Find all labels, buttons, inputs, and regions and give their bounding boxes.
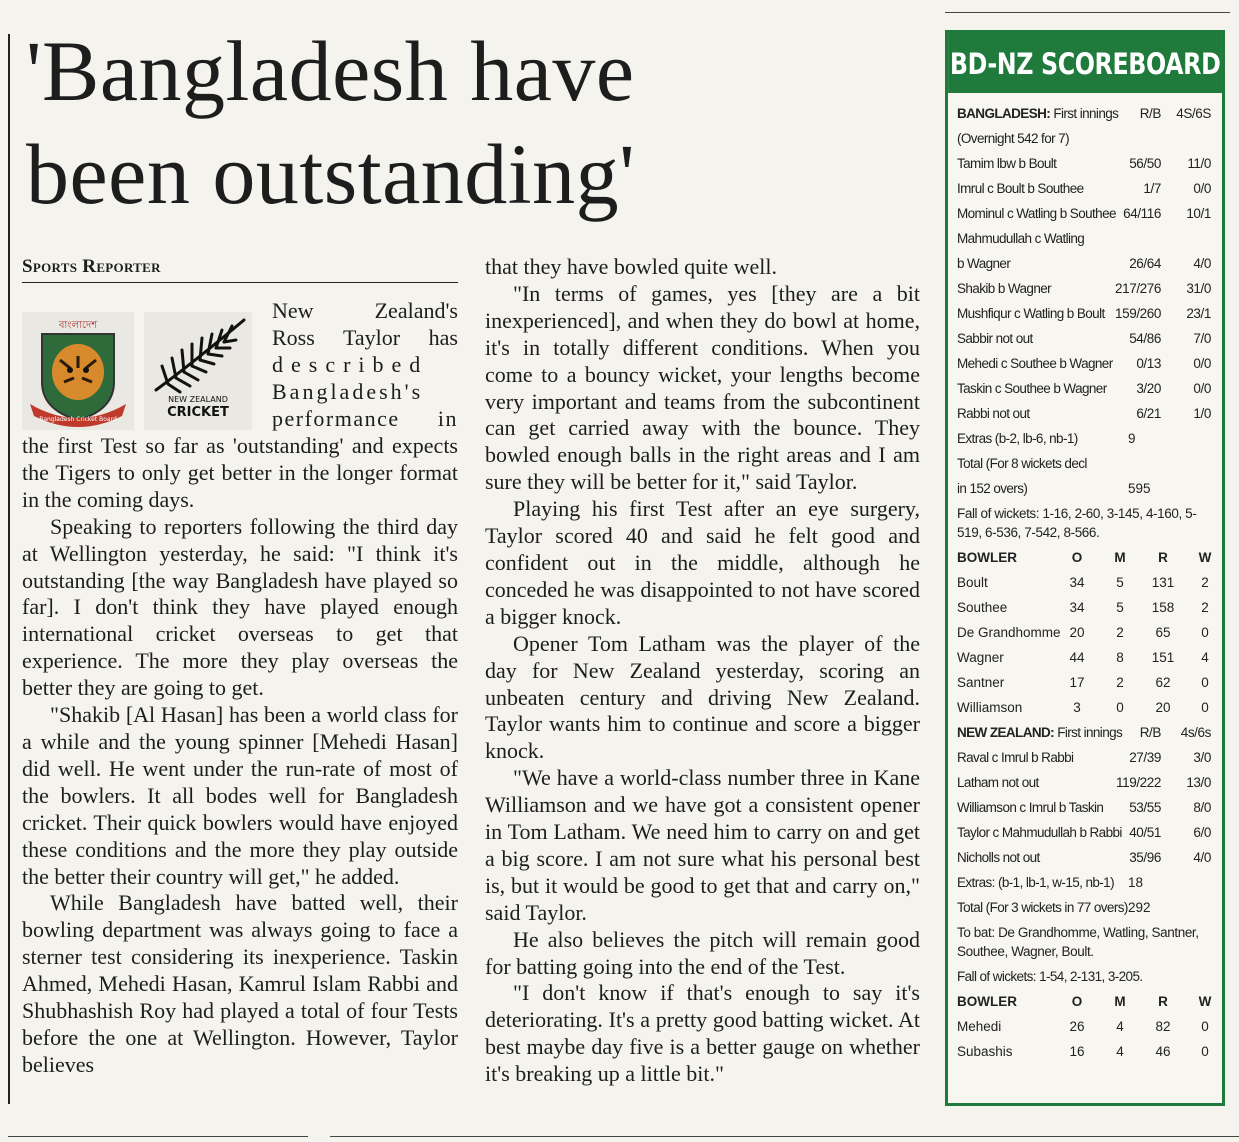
headline (26, 20, 926, 226)
left-column-rule (8, 34, 10, 1104)
total-row: Total (For 8 wickets decl (957, 456, 1087, 471)
bowling-row: Southee 34 5 158 2 (957, 600, 1209, 615)
paragraph: "We have a world-class number three in Kane Williamson and we have got a consistent opener in Tom Latham. We need him to carry on and get a big score. I am not sure what his personal best is, but it would be good to get that and carry on," said Taylor. (485, 765, 920, 925)
paragraph: Opener Tom Latham was the player of the day for New Zealand yesterday, scoring an unbeaten century and driving New Zealand. Taylor wants him to continue and score a bigger knock. (485, 630, 920, 764)
batting-row: Latham not out 119/222 13/0 (957, 775, 1211, 790)
intro-line: New Zealand's (272, 298, 458, 323)
bowler-header: BOWLER O M R W (957, 550, 1212, 565)
scoreboard (945, 30, 1225, 1106)
bowling-row: Santner 17 2 62 0 (957, 675, 1209, 690)
headline-line-1: 'Bangladesh have (26, 23, 635, 119)
paragraph: "In terms of games, yes [they are a bit inexperienced], and when they do bowl at home, it's in totally different conditions. When you come to a bouncy wicket, your lengths become very important and teams from the subcontinent can get carried away with the bounce. They bowled enough balls in the right areas and I am sure they will be better for it," said Taylor. (485, 280, 920, 495)
intro-text (272, 298, 458, 433)
bottom-rule-left (8, 1136, 308, 1137)
scoreboard-title: BD-NZ SCOREBOARD (948, 33, 1222, 93)
batting-row: Mehedi c Southee b Wagner 0/13 0/0 (957, 356, 1211, 371)
bottom-rule-right (330, 1136, 1239, 1137)
to-bat: To bat: De Grandhomme, Watling, Santner, Southee, Wagner, Boult. (957, 925, 1199, 959)
batting-row: Taylor c Mahmudullah b Rabbi 40/51 6/0 (957, 825, 1211, 840)
batting-row: Imrul c Boult b Southee 1/7 0/0 (957, 181, 1211, 196)
svg-text:বাংলাদেশ: বাংলাদেশ (58, 320, 98, 331)
paragraph: the first Test so far as 'outstanding' and expects the Tigers to only get better in the longer format in the coming days. (22, 433, 458, 512)
extras-row: Extras: (b-1, lb-1, w-15, nb-1) 18 (957, 875, 1144, 890)
rb-label: R/B (1139, 106, 1161, 121)
paragraph: While Bangladesh have batted well, their bowling department was always going to face a sterner test considering its inexperience. Taskin Ahmed, Mehedi Hasan, Kamrul Islam Rabbi and Shubhashish Roy had played a total of four Tests before the one at Wellington. However, Taylor believes (22, 890, 458, 1077)
bowling-row: Williamson 3 0 20 0 (957, 700, 1209, 715)
new-zealand-cricket-logo (144, 312, 252, 430)
batting-row: Tamim lbw b Boult 56/50 11/0 (957, 156, 1211, 171)
article-column-1 (22, 433, 458, 1079)
intro-line: described (272, 351, 429, 377)
svg-text:NEW ZEALAND: NEW ZEALAND (168, 395, 228, 404)
nz-innings-header (957, 720, 1213, 745)
byline (22, 256, 458, 283)
bowling-row: De Grandhomme 20 2 65 0 (957, 625, 1209, 640)
batting-row: Williamson c Imrul b Taskin 53/55 8/0 (957, 800, 1211, 815)
nz-fall-of-wickets: Fall of wickets: 1-54, 2-131, 3-205. (957, 969, 1143, 984)
intro-line: Bangladesh's (272, 378, 424, 404)
batting-row: Mominul c Watling b Southee 64/116 10/1 (957, 206, 1211, 221)
fs-label: 4S/6S (1176, 106, 1211, 121)
paragraph: that they have bowled quite well. (485, 254, 778, 279)
paragraph: "Shakib [Al Hasan] has been a world class for a while and the young spinner [Mehedi Hasan] did well. He went under the run-rate of most of the bowlers. It all bodes well for Bangladesh cricket. Their quick bowlers would have enjoyed these conditions and the more they play outside the better their country will get," he added. (22, 702, 458, 889)
bowling-row: Boult 34 5 131 2 (957, 575, 1209, 590)
nz-rb-label: R/B (1139, 725, 1161, 740)
batting-row: Mushfiqur c Watling b Boult 159/260 23/1 (957, 306, 1211, 321)
total-row: in 152 overs) 595 (957, 481, 1151, 496)
scoreboard-body (957, 101, 1213, 1064)
headline-line-2: been outstanding' (26, 126, 636, 222)
batting-row: Shakib b Wagner 217/276 31/0 (957, 281, 1211, 296)
paragraph: "I don't know if that's enough to say it's deteriorating. It's a pretty good batting wicket. At best maybe day five is a better gauge on whether it's breaking up a little bit." (485, 980, 920, 1087)
bangladesh-cricket-logo (22, 312, 134, 430)
total-row: Total (For 3 wickets in 77 overs) 292 (957, 900, 1151, 915)
bd-innings-header (957, 101, 1213, 126)
batting-row: b Wagner 26/64 4/0 (957, 256, 1211, 271)
article-column-2 (485, 254, 920, 1088)
nz-fs-label: 4s/6s (1180, 725, 1211, 740)
batting-row: Sabbir not out 54/86 7/0 (957, 331, 1211, 346)
intro-line: Ross Taylor has (272, 324, 458, 350)
paragraph: He also believes the pitch will remain good for batting going into the end of the Test. (485, 926, 920, 979)
batting-row: Taskin c Southee b Wagner 3/20 0/0 (957, 381, 1211, 396)
overnight-row (957, 126, 1213, 151)
batting-row: Mahmudullah c Watling (957, 231, 1085, 246)
extras-row: Extras (b-2, lb-6, nb-1) 9 (957, 431, 1136, 446)
nz-header: NEW ZEALAND: (957, 725, 1055, 740)
bd-header: BANGLADESH: (957, 106, 1051, 121)
svg-text:Bangladesh Cricket Board: Bangladesh Cricket Board (39, 416, 117, 423)
bd-header-rest: First innings (1053, 106, 1119, 121)
bowling-row: Wagner 44 8 151 4 (957, 650, 1209, 665)
paragraph: Playing his first Test after an eye surgery, Taylor scored 40 and said he felt good and confident out in the middle, although he conceded he was disappointed to not have scored a bigger knock. (485, 496, 920, 629)
top-right-rule (945, 12, 1230, 13)
batting-row: Nicholls not out 35/96 4/0 (957, 850, 1211, 865)
overnight: (Overnight 542 for 7) (957, 131, 1069, 146)
bowling-row: Mehedi 26 4 82 0 (957, 1019, 1209, 1034)
nz-header-rest: First innings (1057, 725, 1123, 740)
intro-line: performance in (272, 405, 458, 431)
svg-text:CRICKET: CRICKET (167, 405, 229, 420)
paragraph: Speaking to reporters following the third day at Wellington yesterday, he said: "I think it's outstanding [the way Bangladesh have played so far]. I don't think they have played enough international cricket overseas to get that experience. The more they play overseas the better they are going to get. (22, 513, 458, 701)
batting-row: Raval c Imrul b Rabbi 27/39 3/0 (957, 750, 1211, 765)
bowling-row: Subashis 16 4 46 0 (957, 1044, 1209, 1059)
batting-row: Rabbi not out 6/21 1/0 (957, 406, 1211, 421)
byline-text: Sports Reporter (22, 256, 161, 277)
bd-fall-of-wickets: Fall of wickets: 1-16, 2-60, 3-145, 4-160, 5-519, 6-536, 7-542, 8-566. (957, 506, 1197, 540)
bowler-header: BOWLER O M R W (957, 994, 1212, 1009)
